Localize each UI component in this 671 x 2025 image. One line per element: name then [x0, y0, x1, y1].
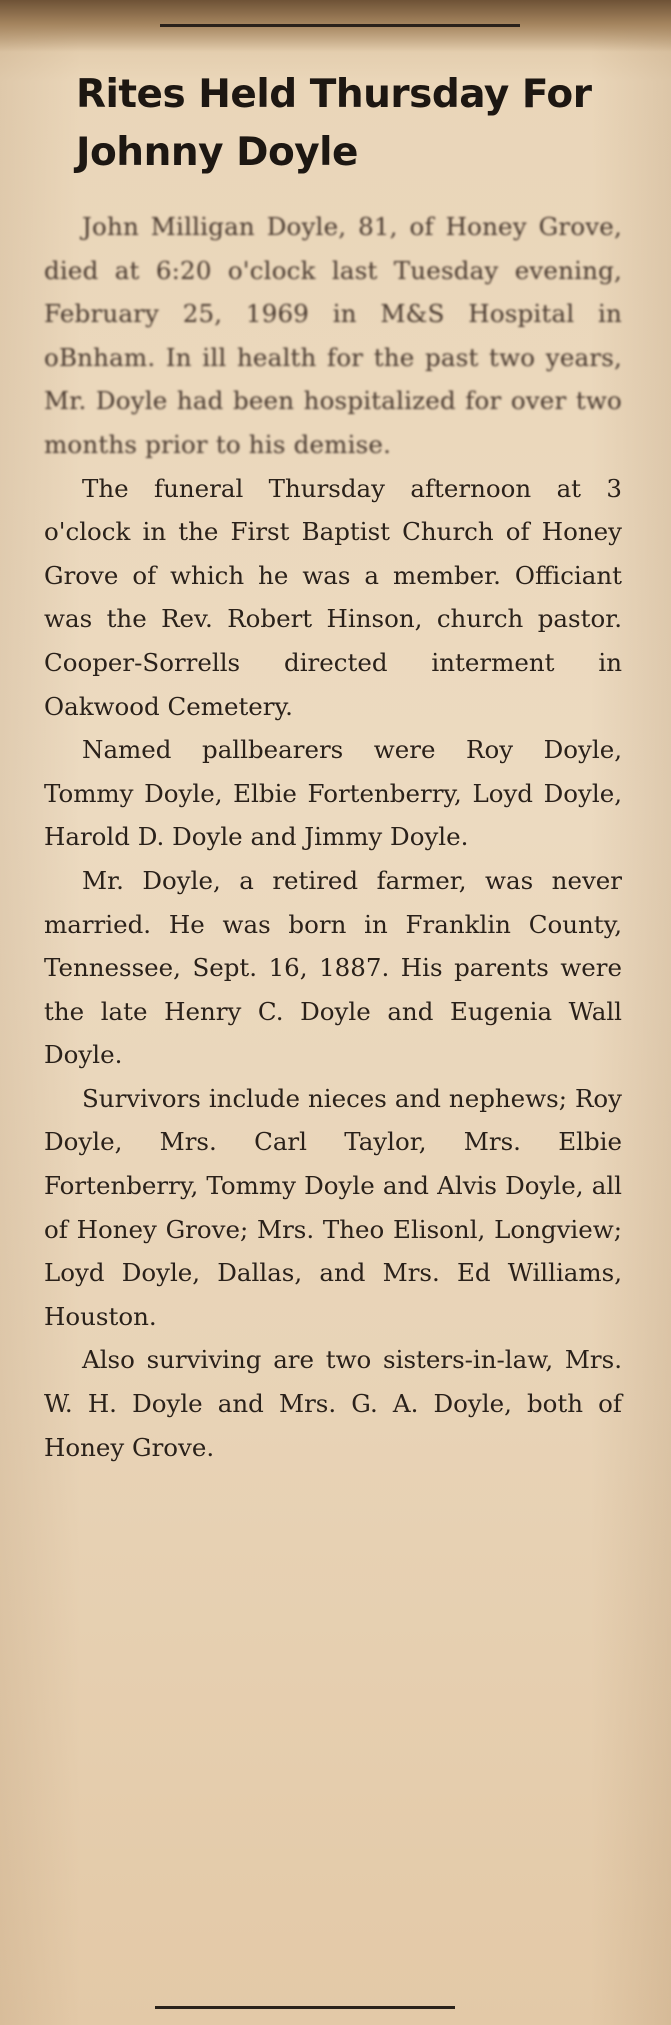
article-body	[44, 205, 622, 1469]
headline: Rites Held Thursday For Johnny Doyle	[76, 72, 592, 175]
paragraph-death-notice: John Milligan Doyle, 81, of Honey Grove, died at 6:20 o'clock last Tuesday evening, February 25, 1969 in M&S Hospital in oBnham. In ill health for the past two years, Mr. Doyle had been hospitalized for over two months prior to his demise.	[44, 212, 622, 459]
paragraph-sisters-in-law: Also surviving are two sisters-in-law, Mrs. W. H. Doyle and Mrs. G. A. Doyle, both of Honey Grove.	[44, 1345, 622, 1462]
bottom-rule	[155, 2006, 455, 2009]
paragraph-survivors: Survivors include nieces and nephews; Roy Doyle, Mrs. Carl Taylor, Mrs. Elbie Fortenberry, Tommy Doyle and Alvis Doyle, all of Honey Grove; Mrs. Theo Elisonl, Longview; Loyd Doyle, Dallas, and Mrs. Ed Williams, Houston.	[44, 1083, 622, 1331]
paragraph-funeral: The funeral Thursday afternoon at 3 o'clock in the First Baptist Church of Honey Grove of which he was a member. Officiant was the Rev. Robert Hinson, church pastor. Cooper-Sorrells directed interment in Oakwood Cemetery.	[44, 473, 622, 721]
paragraph-biography: Mr. Doyle, a retired farmer, was never married. He was born in Franklin County, Tennessee, Sept. 16, 1887. His parents were the late Henry C. Doyle and Eugenia Wall Doyle.	[44, 865, 622, 1070]
top-rule	[160, 24, 520, 27]
paragraph-pallbearers: Named pallbearers were Roy Doyle, Tommy Doyle, Elbie Fortenberry, Loyd Doyle, Harold D. Doyle and Jimmy Doyle.	[44, 735, 622, 852]
